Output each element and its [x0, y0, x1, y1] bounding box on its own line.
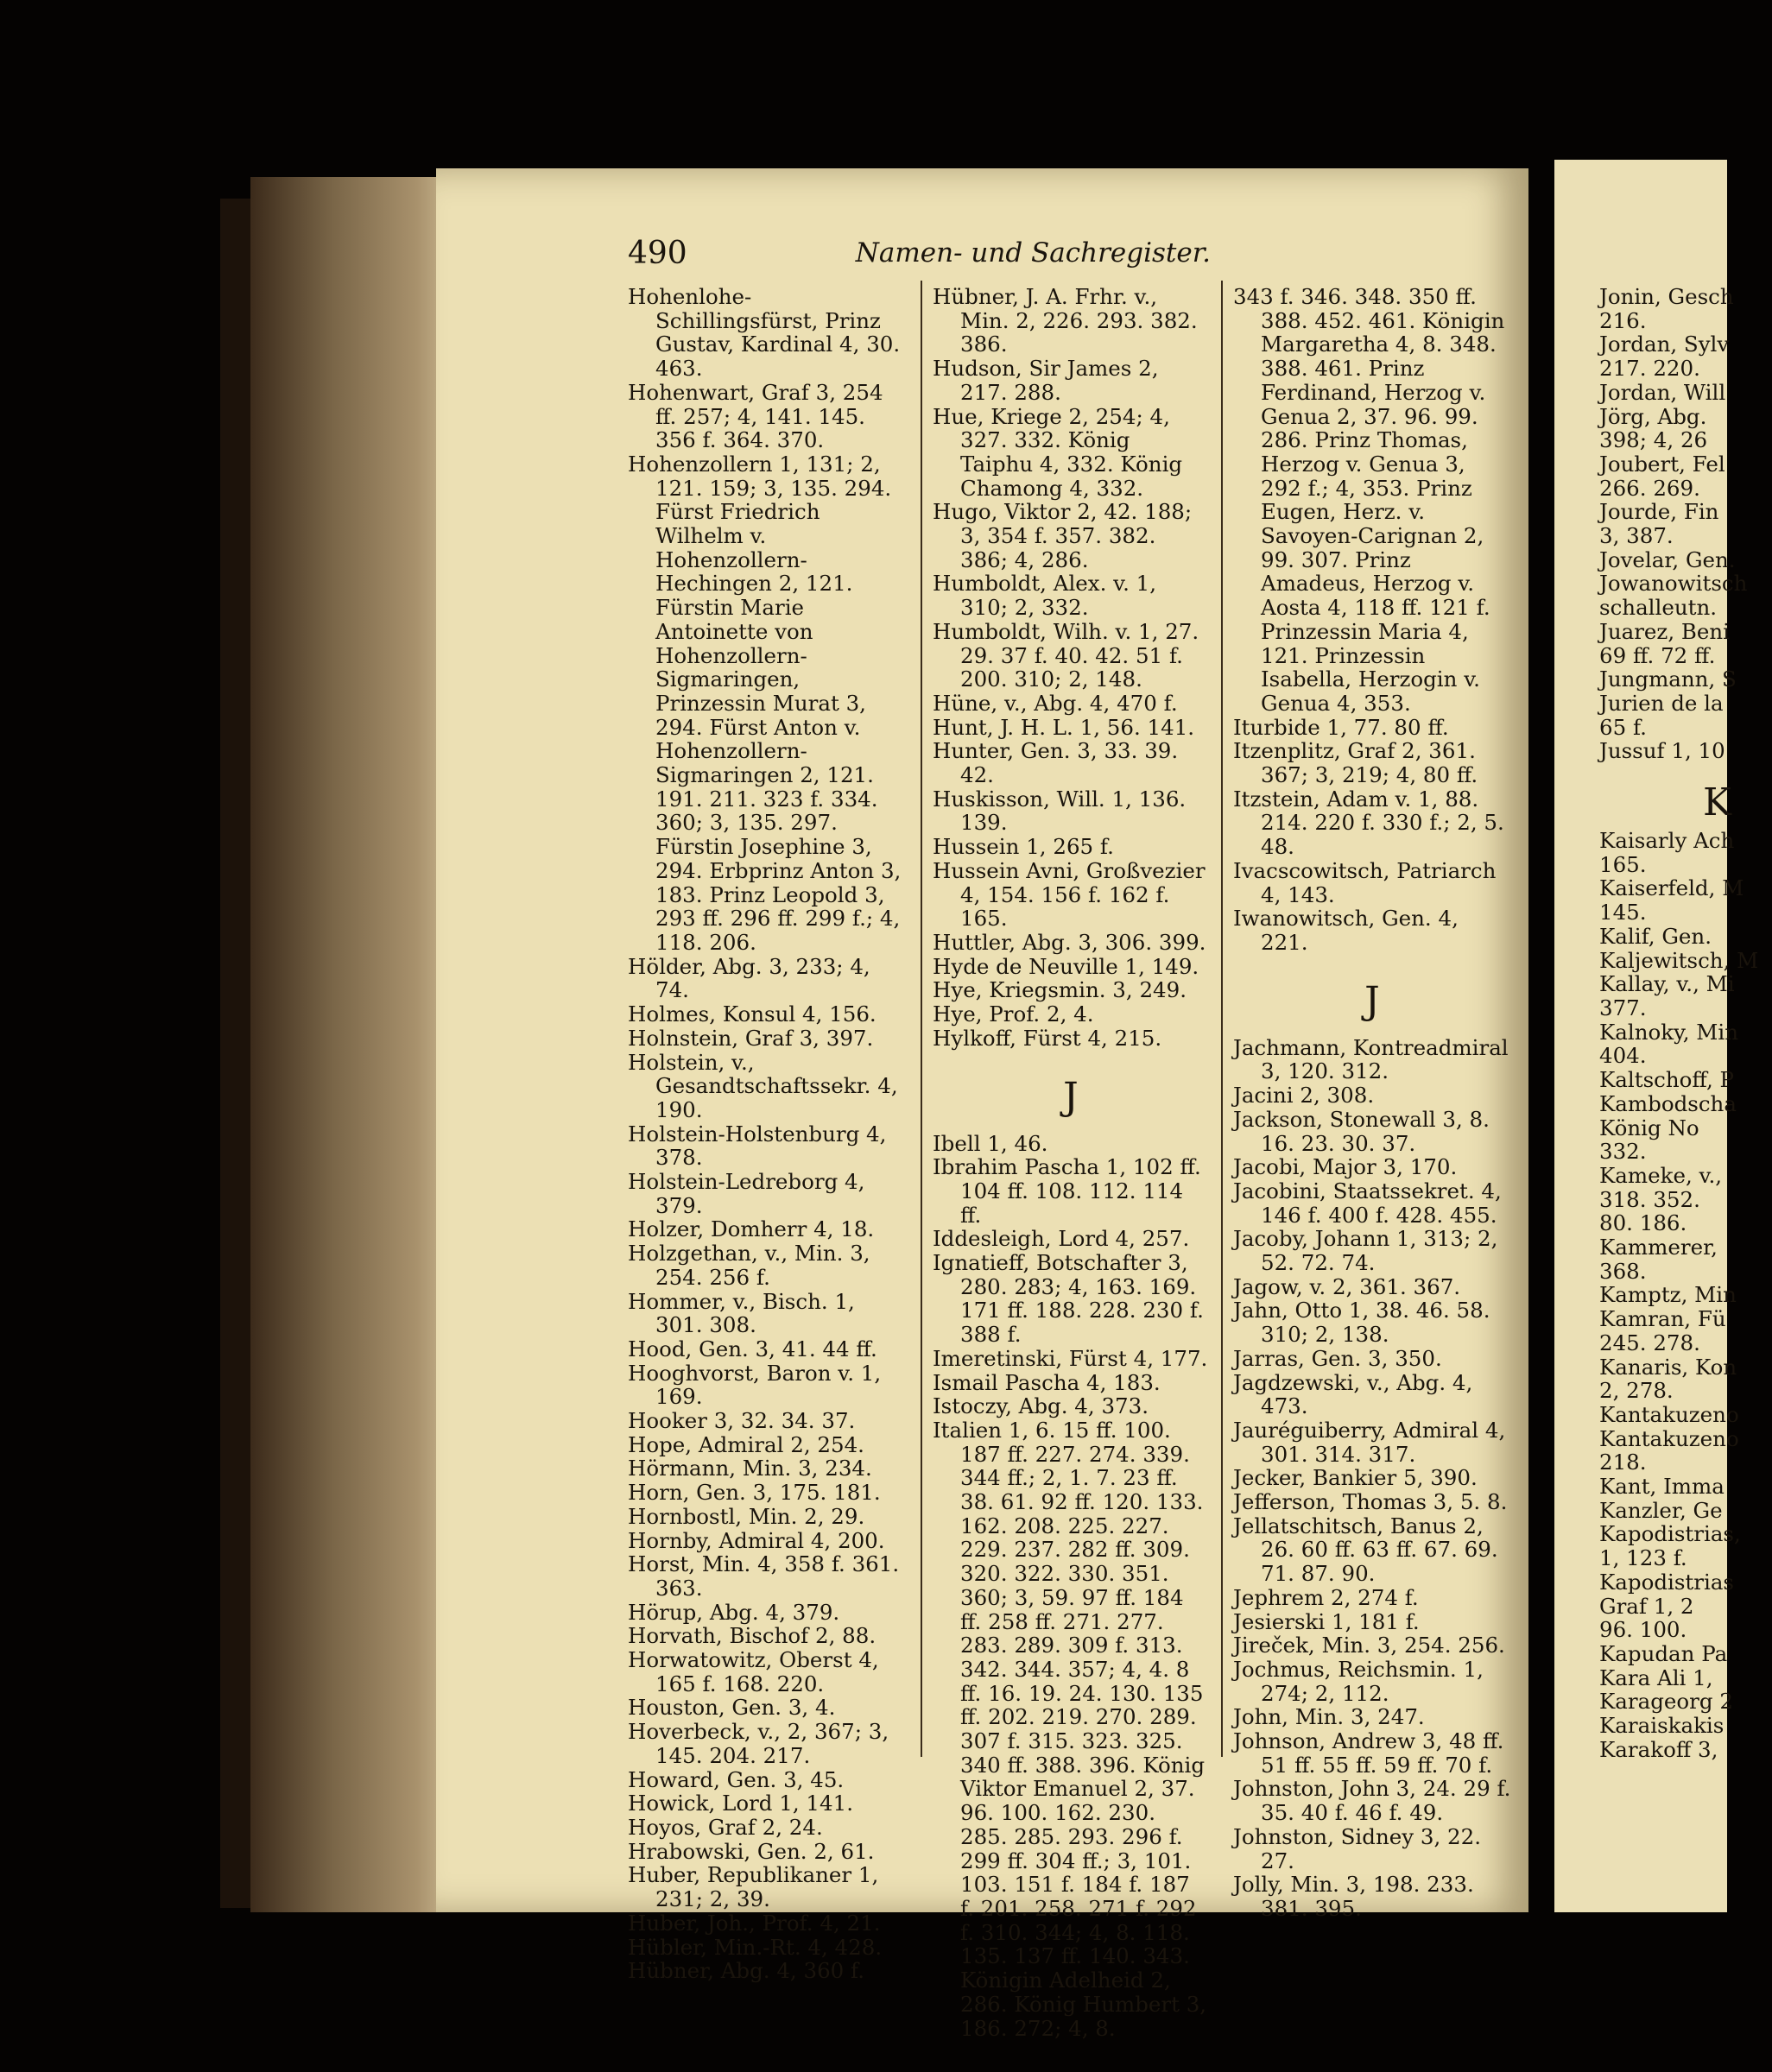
index-entry: Hue, Kriege 2, 254; 4, 327. 332. König Taiphu 4, 332. König Chamong 4, 332.	[933, 403, 1183, 501]
index-entry: Kanaris, Kon	[1599, 1354, 1737, 1380]
index-entry: Hörup, Abg. 4, 379.	[628, 1599, 840, 1625]
index-entry: schalleutn.	[1599, 595, 1718, 621]
index-entry: Jowanowitsch	[1599, 571, 1748, 597]
index-entry: Hohenzollern 1, 131; 2, 121. 159; 3, 135. 294. Fürst Friedrich Wilhelm v. Hohenzollern-Hechingen 2, 121. Fürstin Marie Antoinette von Hohenzollern-Sigmaringen, Prinzessin Murat 3, 294. Fürst Anton v. Hohenzollern-Sigmaringen 2, 121. 191. 211. 323 f. 334. 360; 3, 135. 297. Fürstin Josephine 3, 294. Erbprinz Anton 3, 183. Prinz Leopold 3, 293 ff. 296 ff. 299 f.; 4, 118. 206.	[628, 451, 902, 955]
index-entry: Hübner, J. A. Frhr. v., Min. 2, 226. 293. 382. 386.	[933, 284, 1198, 357]
index-entry: Holzgethan, v., Min. 3, 254. 256 f.	[628, 1241, 870, 1290]
index-entry: Jacoby, Johann 1, 313; 2, 52. 72. 74.	[1233, 1226, 1498, 1276]
index-entry: Ignatieff, Botschafter 3, 280. 283; 4, 163. 169. 171 ff. 188. 228. 230 f. 388 f.	[933, 1250, 1204, 1348]
index-entry: 245. 278.	[1599, 1330, 1700, 1355]
index-entry: Hoverbeck, v., 2, 367; 3, 145. 204. 217.	[628, 1719, 889, 1768]
index-entry: 368.	[1599, 1258, 1647, 1284]
index-entry: Hylkoff, Fürst 4, 215.	[933, 1025, 1162, 1051]
index-entry: Hübler, Min.-Rt. 4, 428.	[628, 1934, 883, 1960]
section-letter: K	[1703, 780, 1731, 825]
index-entry: Huskisson, Will. 1, 136. 139.	[933, 786, 1187, 836]
index-entry: Kara Ali 1,	[1599, 1665, 1713, 1690]
index-entry: Jacobi, Major 3, 170.	[1233, 1154, 1458, 1180]
page-header	[628, 236, 1211, 279]
index-entry: Kamptz, Min	[1599, 1282, 1737, 1308]
index-entry: Jochmus, Reichsmin. 1, 274; 2, 112.	[1233, 1656, 1484, 1706]
index-entry: Itzstein, Adam v. 1, 88. 214. 220 f. 330 f.; 2, 5. 48.	[1233, 786, 1504, 860]
index-entry: Howard, Gen. 3, 45.	[628, 1766, 845, 1792]
index-entry: Hunter, Gen. 3, 33. 39. 42.	[933, 738, 1179, 788]
index-entry: Juarez, Beni	[1599, 618, 1731, 644]
index-entry: Imeretinski, Fürst 4, 177.	[933, 1345, 1208, 1371]
index-entry: Istoczy, Abg. 4, 373.	[933, 1393, 1149, 1419]
index-entry: Kallay, v., Mi	[1599, 971, 1735, 997]
page-number: 490	[628, 236, 687, 271]
index-entry: Holstein-Ledreborg 4, 379.	[628, 1169, 865, 1218]
index-entry: Jackson, Stonewall 3, 8. 16. 23. 30. 37.	[1233, 1106, 1490, 1156]
index-entry: Hope, Admiral 2, 254.	[628, 1431, 864, 1457]
index-entry: Jagow, v. 2, 361. 367.	[1233, 1273, 1461, 1299]
index-entry: Jordan, Sylv	[1599, 332, 1730, 357]
index-column-2	[933, 285, 1209, 2040]
index-entry: Jahn, Otto 1, 38. 46. 58. 310; 2, 138.	[1233, 1298, 1490, 1348]
index-entry: Kaltschoff, P	[1599, 1067, 1735, 1093]
index-entry: Iddesleigh, Lord 4, 257.	[933, 1226, 1190, 1252]
index-entry: 377.	[1599, 995, 1647, 1020]
index-entry: 216.	[1599, 307, 1647, 333]
index-entry: Hudson, Sir James 2, 217. 288.	[933, 356, 1159, 405]
index-entry: Jungmann, S	[1599, 666, 1737, 692]
index-entry: Hüne, v., Abg. 4, 470 f.	[933, 690, 1178, 716]
index-entry: Humboldt, Wilh. v. 1, 27. 29. 37 f. 40. 42. 51 f. 200. 310; 2, 148.	[933, 618, 1199, 692]
index-entry: Jefferson, Thomas 3, 5. 8.	[1233, 1489, 1508, 1515]
index-entry: Huber, Joh., Prof. 4, 21.	[628, 1910, 881, 1936]
index-entry: König No	[1599, 1115, 1699, 1140]
index-entry: 398; 4, 26	[1599, 427, 1708, 453]
index-entry: Holstein, v., Gesandtschaftssekr. 4, 190.	[628, 1049, 898, 1122]
index-entry: Hölder, Abg. 3, 233; 4, 74.	[628, 953, 870, 1003]
index-entry: Kambodscha	[1599, 1090, 1737, 1116]
index-entry: Huttler, Abg. 3, 306. 399.	[933, 929, 1206, 955]
index-entry: Ivacscowitsch, Patriarch 4, 143.	[1233, 857, 1497, 907]
index-entry: Hooghvorst, Baron v. 1, 169.	[628, 1360, 882, 1410]
index-entry: Hyde de Neuville 1, 149.	[933, 953, 1199, 979]
index-entry: Hooker 3, 32. 34. 37.	[628, 1408, 856, 1434]
index-entry: Horn, Gen. 3, 175. 181.	[628, 1480, 881, 1506]
index-entry: Hye, Kriegsmin. 3, 249.	[933, 977, 1187, 1003]
index-entry: Jauréguiberry, Admiral 4, 301. 314. 317.	[1233, 1417, 1506, 1467]
index-entry: Jireček, Min. 3, 254. 256.	[1233, 1633, 1505, 1658]
index-entry: 145.	[1599, 900, 1647, 925]
index-entry: 65 f.	[1599, 714, 1647, 740]
index-entry: Jarras, Gen. 3, 350.	[1233, 1345, 1442, 1371]
index-entry: Iturbide 1, 77. 80 ff.	[1233, 714, 1449, 740]
index-entry: Johnston, Sidney 3, 22. 27.	[1233, 1823, 1481, 1873]
column-rule	[1221, 281, 1223, 1757]
index-entry: Karaiskakis	[1599, 1713, 1725, 1739]
index-entry: 80. 186.	[1599, 1210, 1687, 1236]
index-entry: Holmes, Konsul 4, 156.	[628, 1001, 877, 1027]
index-entry: Horwatowitz, Oberst 4, 165 f. 168. 220.	[628, 1647, 879, 1696]
index-entry: Kalnoky, Min	[1599, 1019, 1738, 1045]
index-entry: Kapodistrias	[1599, 1569, 1735, 1595]
right-page-column	[1599, 285, 1772, 1761]
index-entry: Holstein-Holstenburg 4, 378.	[628, 1121, 887, 1171]
index-entry: 266. 269.	[1599, 475, 1700, 501]
index-entry: 332.	[1599, 1139, 1647, 1165]
index-entry: Hussein 1, 265 f.	[933, 834, 1114, 860]
index-entry: Jacini 2, 308.	[1233, 1083, 1375, 1109]
index-entry: Jacobini, Staatssekret. 4, 146 f. 400 f. 428. 455.	[1233, 1178, 1502, 1228]
index-entry: Italien 1, 6. 15 ff. 100. 187 ff. 227. 274. 339. 344 ff.; 2, 1. 7. 23 ff. 38. 61. 92 ff. 120. 133. 162. 208. 225. 227. 229. 237. 282 ff. 309. 320. 322. 330. 351. 360; 3, 59. 97 ff. 184 ff. 258 ff. 271. 277. 283. 289. 309 f. 313. 342. 344. 357; 4, 4. 8 ff. 16. 19. 24. 130. 135 ff. 202. 219. 270. 289. 307 f. 315. 323. 325. 340 ff. 388. 396. König Viktor Emanuel 2, 37. 96. 100. 162. 230. 285. 285. 293. 296 f. 299 ff. 304 ff.; 3, 101. 103. 151 f. 184 f. 187 f. 201. 258. 271 f. 292 f. 310. 344; 4, 8. 118. 135. 137 ff. 140. 343. Königin Adelheid 2, 286. König Humbert 3, 186. 272; 4, 8.	[933, 1417, 1207, 2041]
index-column-1	[628, 285, 908, 1983]
index-entry: Kammerer,	[1599, 1235, 1718, 1260]
index-entry: Huber, Republikaner 1, 231; 2, 39.	[628, 1862, 879, 1912]
page-edges	[250, 177, 458, 1912]
index-entry: 2, 278.	[1599, 1378, 1674, 1404]
index-entry: Horst, Min. 4, 358 f. 361. 363.	[628, 1551, 900, 1601]
index-entry: 69 ff. 72 ff.	[1599, 642, 1716, 668]
section-letter: J	[1364, 978, 1380, 1023]
index-entry: Kamran, Fü	[1599, 1306, 1726, 1332]
index-entry: 218.	[1599, 1450, 1647, 1475]
index-entry: 318. 352.	[1599, 1186, 1700, 1212]
index-entry: Houston, Gen. 3, 4.	[628, 1695, 836, 1721]
index-entry: John, Min. 3, 247.	[1233, 1704, 1425, 1730]
index-entry: Hye, Prof. 2, 4.	[933, 1001, 1094, 1027]
index-entry: Jordan, Will	[1599, 379, 1726, 405]
index-entry: Kantakuzeno	[1599, 1401, 1739, 1427]
index-entry: Ibell 1, 46.	[933, 1130, 1048, 1156]
index-entry: Holzer, Domherr 4, 18.	[628, 1216, 875, 1242]
index-entry: Howick, Lord 1, 141.	[628, 1791, 853, 1816]
index-column-3	[1233, 285, 1511, 1921]
index-entry: Jellatschitsch, Banus 2, 26. 60 ff. 63 ff. 67. 69. 71. 87. 90.	[1233, 1513, 1498, 1587]
index-entry: Graf 1, 2	[1599, 1593, 1694, 1619]
index-entry: Jonin, Gesch	[1599, 284, 1734, 309]
index-entry: 165.	[1599, 851, 1647, 877]
index-entry: Kantakuzeno	[1599, 1425, 1739, 1451]
index-entry: Iwanowitsch, Gen. 4, 221.	[1233, 906, 1459, 955]
index-entry: Hohenwart, Graf 3, 254 ff. 257; 4, 141. 145. 356 f. 364. 370.	[628, 379, 883, 453]
index-entry: Johnson, Andrew 3, 48 ff. 51 ff. 55 ff. 59 ff. 70 f.	[1233, 1728, 1504, 1778]
index-entry: 1, 123 f.	[1599, 1545, 1687, 1571]
index-entry: Kapudan Pa	[1599, 1640, 1728, 1666]
index-entry: Joubert, Fel	[1599, 451, 1725, 477]
index-entry: Kaisarly Ach	[1599, 828, 1735, 854]
index-entry: Horvath, Bischof 2, 88.	[628, 1623, 877, 1649]
running-title: Namen- und Sachregister.	[855, 237, 1211, 268]
index-entry: Hunt, J. H. L. 1, 56. 141.	[933, 714, 1195, 740]
index-entry: Kant, Imma	[1599, 1474, 1725, 1500]
index-entry: Hornbostl, Min. 2, 29.	[628, 1503, 865, 1529]
index-entry: Jecker, Bankier 5, 390.	[1233, 1465, 1478, 1491]
index-entry: Ismail Pascha 4, 183.	[933, 1369, 1161, 1395]
index-entry: Hoyos, Graf 2, 24.	[628, 1815, 823, 1840]
index-entry: Jesierski 1, 181 f.	[1233, 1608, 1420, 1634]
index-entry: Jovelar, Gen.	[1599, 546, 1736, 572]
index-entry: Hornby, Admiral 4, 200.	[628, 1527, 885, 1553]
index-entry: Hood, Gen. 3, 41. 44 ff.	[628, 1336, 877, 1361]
section-letter: J	[1063, 1074, 1079, 1119]
index-entry: Ibrahim Pascha 1, 102 ff. 104 ff. 108. 112. 114 ff.	[933, 1154, 1201, 1228]
index-entry: Jussuf 1, 10	[1599, 738, 1725, 764]
index-entry: Hörmann, Min. 3, 234.	[628, 1456, 872, 1481]
index-entry: Holnstein, Graf 3, 397.	[628, 1025, 874, 1051]
index-entry: Hommer, v., Bisch. 1, 301. 308.	[628, 1288, 855, 1338]
index-entry: 3, 387.	[1599, 523, 1674, 549]
index-entry: Humboldt, Alex. v. 1, 310; 2, 332.	[933, 571, 1157, 621]
index-entry: 343 f. 346. 348. 350 ff. 388. 452. 461. Königin Margaretha 4, 8. 348. 388. 461. Prinz Ferdinand, Herzog v. Genua 2, 37. 96. 99. 286. Prinz Thomas, Herzog v. Genua 3, 292 f.; 4, 353. Prinz Eugen, Herz. v. Savoyen-Carignan 2, 99. 307. Prinz Amadeus, Herzog v. Aosta 4, 118 ff. 121 f. Prinzessin Maria 4, 121. Prinzessin Isabella, Herzogin v. Genua 4, 353.	[1233, 284, 1505, 716]
index-entry: Jolly, Min. 3, 198. 233. 381. 395.	[1233, 1872, 1474, 1921]
index-entry: Kaljewitsch, M	[1599, 947, 1759, 973]
index-entry: Jachmann, Kontreadmiral 3, 120. 312.	[1233, 1034, 1509, 1084]
index-entry: Karageorg 2	[1599, 1689, 1733, 1715]
index-entry: Hrabowski, Gen. 2, 61.	[628, 1838, 875, 1864]
index-entry: Hugo, Viktor 2, 42. 188; 3, 354 f. 357. 382. 386; 4, 286.	[933, 499, 1193, 572]
index-entry: Jörg, Abg.	[1599, 403, 1707, 429]
index-entry: 217. 220.	[1599, 356, 1700, 382]
index-entry: 404.	[1599, 1043, 1647, 1069]
index-entry: Hussein Avni, Großvezier 4, 154. 156 f. 162 f. 165.	[933, 857, 1206, 932]
index-entry: Johnston, John 3, 24. 29 f. 35. 40 f. 46 f. 49.	[1233, 1776, 1511, 1826]
index-entry: Jagdzewski, v., Abg. 4, 473.	[1233, 1369, 1473, 1419]
index-entry: Hohenlohe-Schillingsfürst, Prinz Gustav, Kardinal 4, 30. 463.	[628, 284, 901, 382]
column-rule	[921, 281, 922, 1757]
index-entry: Jurien de la	[1599, 690, 1724, 716]
index-entry: 96. 100.	[1599, 1617, 1687, 1643]
index-entry: Jourde, Fin	[1599, 499, 1719, 525]
index-entry: Jephrem 2, 274 f.	[1233, 1584, 1419, 1610]
index-entry: Kameke, v.,	[1599, 1162, 1723, 1188]
index-entry: Kanzler, Ge	[1599, 1497, 1723, 1523]
index-entry: Kapodistrias,	[1599, 1521, 1741, 1547]
index-entry: Kalif, Gen.	[1599, 923, 1712, 949]
index-entry: Kaiserfeld, M	[1599, 875, 1744, 901]
index-entry: Hübner, Abg. 4, 360 f.	[628, 1958, 865, 1984]
index-entry: Itzenplitz, Graf 2, 361. 367; 3, 219; 4, 80 ff.	[1233, 738, 1478, 788]
index-entry: Karakoff 3,	[1599, 1736, 1718, 1762]
